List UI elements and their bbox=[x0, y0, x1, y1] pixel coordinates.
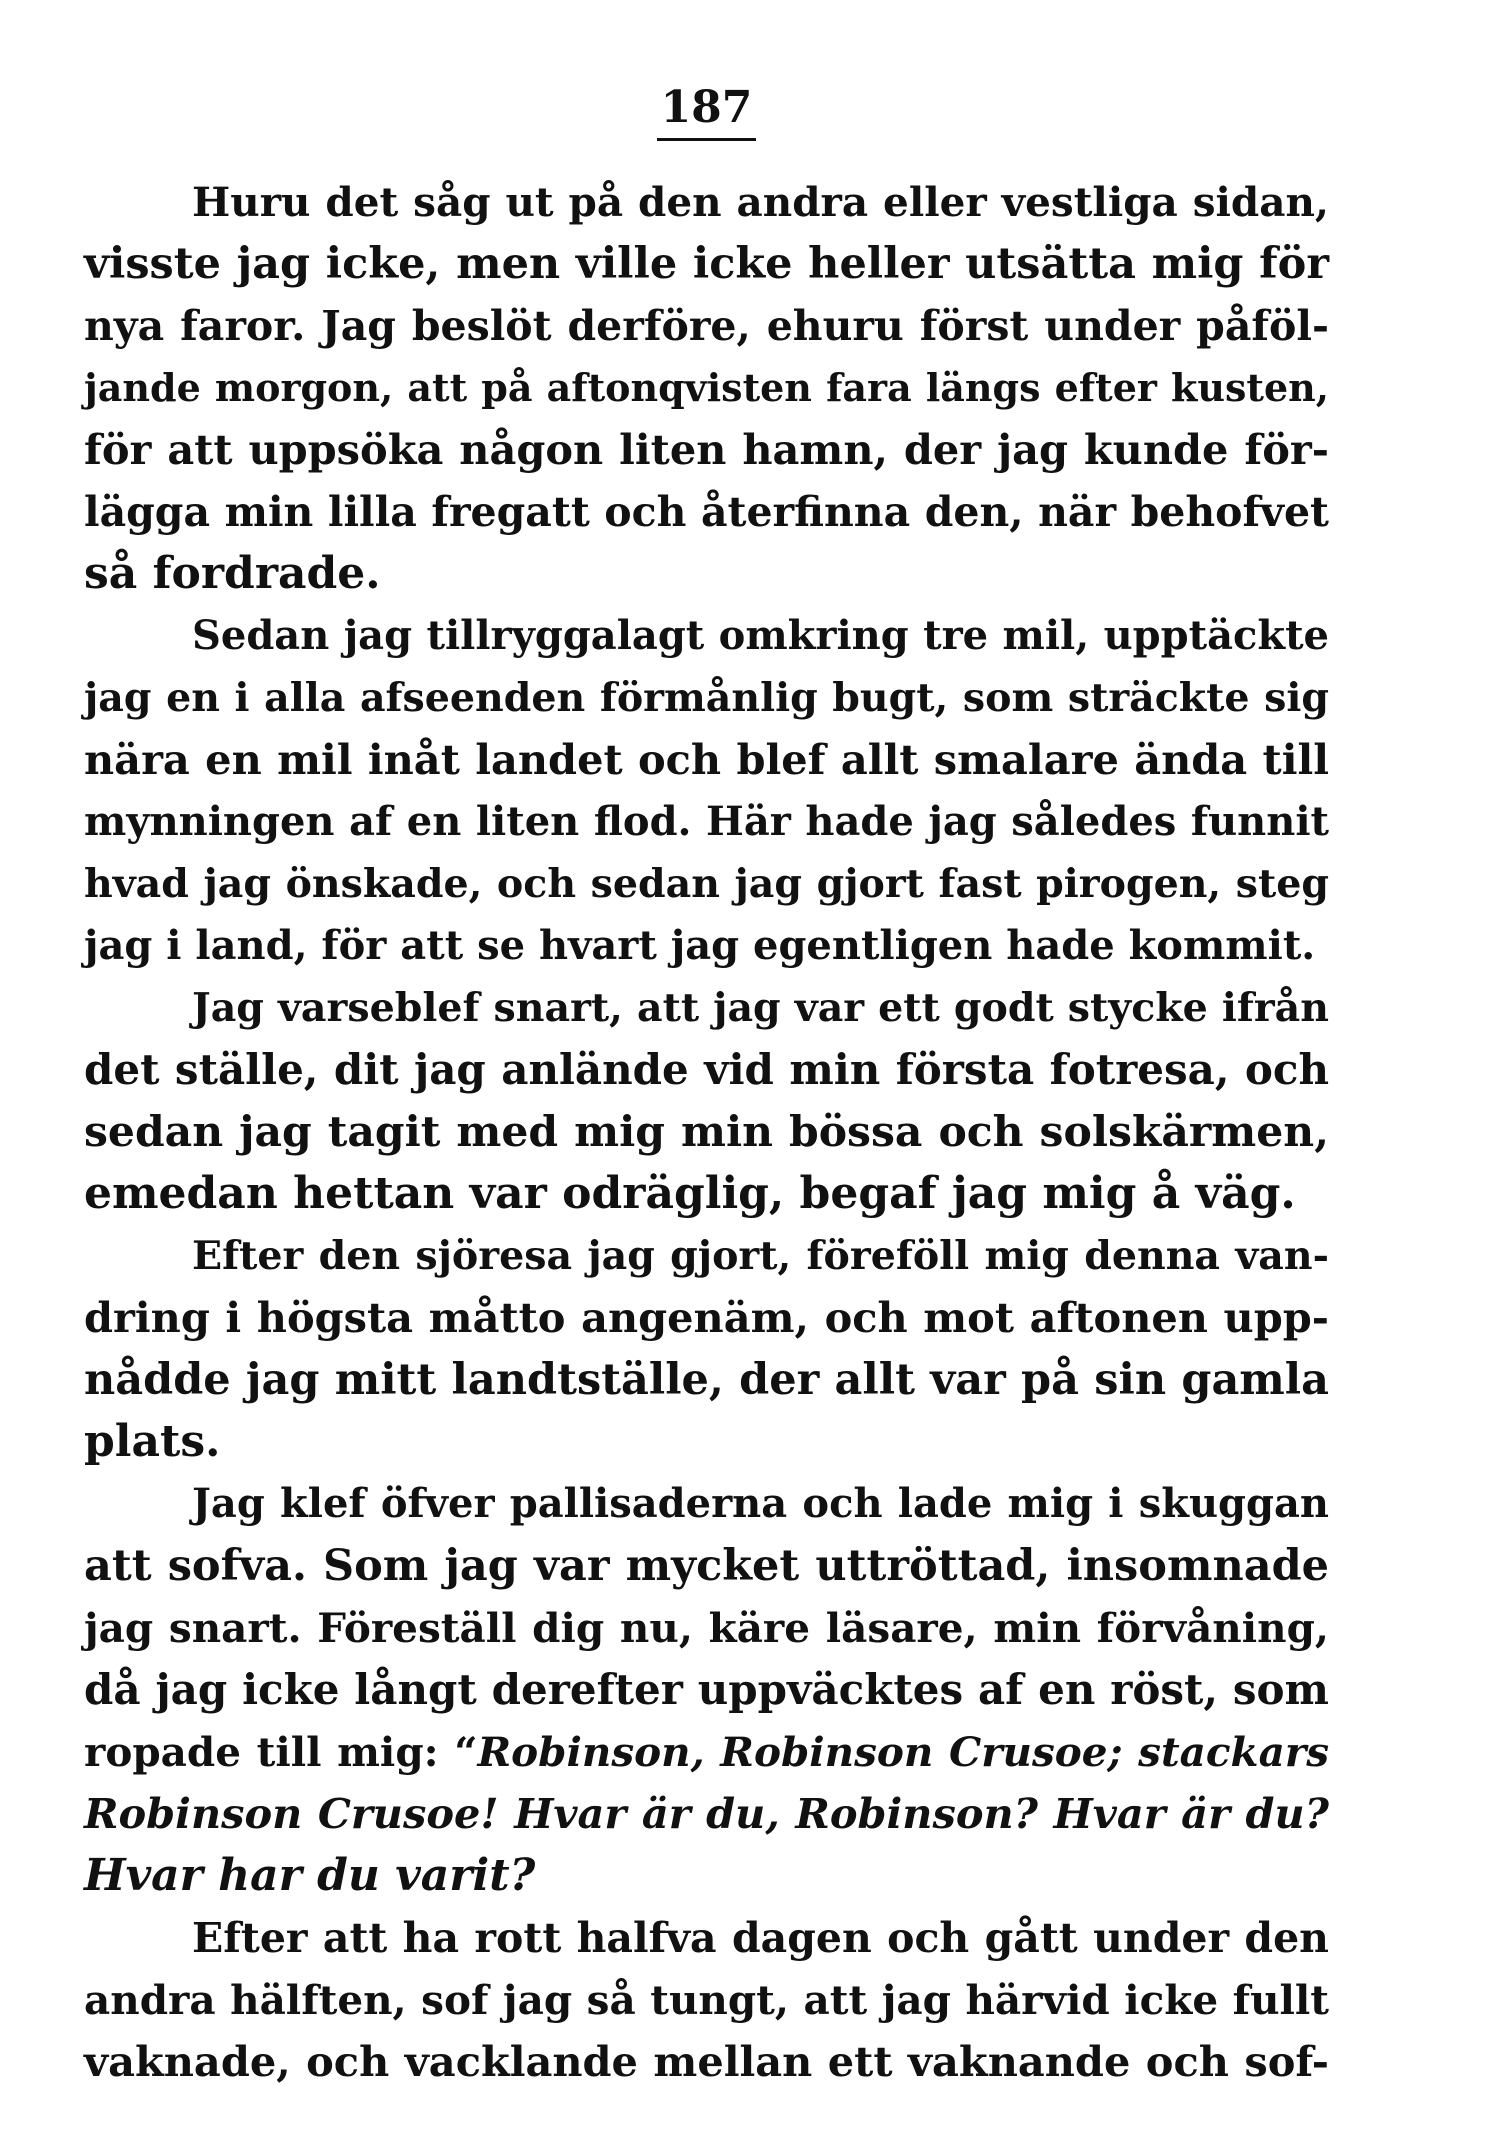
text-line: det ställe, dit jag anlände vid min första fotresa, och bbox=[84, 1045, 1329, 1094]
text-line: dring i högsta måtto angenäm, och mot aftonen upp- bbox=[84, 1293, 1329, 1342]
paragraph-5 bbox=[84, 1473, 1329, 1907]
page-number: 187 bbox=[84, 80, 1329, 141]
text-line: hvad jag önskade, och sedan jag gjort fast pirogen, steg bbox=[84, 861, 1329, 907]
text-line: Huru det såg ut på den andra eller vestliga sidan, bbox=[192, 178, 1329, 226]
italic-quote: Robinson, Robinson Crusoe; stackars bbox=[477, 1728, 1329, 1776]
book-page bbox=[84, 80, 1329, 2093]
text-line: Jag klef öfver pallisaderna och lade mig i skuggan bbox=[192, 1480, 1329, 1527]
text-line: vaknade, och vacklande mellan ett vaknande och sof- bbox=[84, 2037, 1329, 2086]
italic-quote-line: Robinson Crusoe! Hvar är du, Robinson? Hvar är du? bbox=[84, 1789, 1329, 1838]
paragraph-2 bbox=[84, 605, 1329, 977]
text-line: att sofva. Som jag var mycket uttröttad, insomnade bbox=[84, 1541, 1329, 1591]
paragraph-4 bbox=[84, 1225, 1329, 1473]
text-line: nådde jag mitt landtställe, der allt var på sin gamla bbox=[84, 1355, 1329, 1405]
text-line: jag snart. Föreställ dig nu, käre läsare, min förvåning, bbox=[84, 1604, 1329, 1652]
text-line: mynningen af en liten flod. Här hade jag således funnit bbox=[84, 798, 1329, 845]
text-line: jande morgon, att på aftonqvisten fara längs efter kusten, bbox=[84, 365, 1329, 410]
text-line: så fordrade. bbox=[84, 548, 381, 599]
text-line: plats. bbox=[84, 1416, 221, 1467]
text-line: Efter den sjöresa jag gjort, föreföll mig denna van- bbox=[192, 1233, 1329, 1279]
text-line: för att uppsöka någon liten hamn, der jag kunde för- bbox=[84, 425, 1329, 474]
text-line: andra hälften, sof jag så tungt, att jag härvid icke fullt bbox=[84, 1976, 1329, 2024]
text-line: Sedan jag tillryggalagt omkring tre mil, upptäckte bbox=[192, 612, 1329, 659]
text-line: jag i land, för att se hvart jag egentligen hade kommit. bbox=[84, 922, 1316, 969]
text-line: nära en mil inåt landet och blef allt smalare ända till bbox=[84, 735, 1329, 784]
paragraph-3 bbox=[84, 977, 1329, 1225]
text-line: lägga min lilla fregatt och återfinna den, när behofvet bbox=[84, 488, 1329, 536]
text-segment: ropade till mig: “ bbox=[84, 1728, 478, 1776]
text-line: jag en i alla afseenden förmånlig bugt, som sträckte sig bbox=[84, 675, 1329, 721]
text-line: sedan jag tagit med mig min bössa och solskärmen, bbox=[84, 1107, 1329, 1157]
text-line: visste jag icke, men ville icke heller utsätta mig för bbox=[84, 239, 1329, 289]
text-line: Efter att ha rott halfva dagen och gått under den bbox=[192, 1914, 1329, 1962]
paragraph-6 bbox=[84, 1907, 1329, 2093]
text-line: då jag icke långt derefter uppväcktes af en röst, som bbox=[84, 1665, 1329, 1714]
text-line-mixed bbox=[84, 1721, 1329, 1783]
paragraph-1 bbox=[84, 171, 1329, 605]
text-line: Jag varseblef snart, att jag var ett godt stycke ifrån bbox=[192, 985, 1329, 1031]
text-line: nya faror. Jag beslöt derföre, ehuru först under påföl- bbox=[84, 302, 1329, 350]
italic-quote-line: Hvar har du varit? bbox=[84, 1850, 536, 1901]
text-line: emedan hettan var odräglig, begaf jag mig å väg. bbox=[84, 1168, 1296, 1219]
